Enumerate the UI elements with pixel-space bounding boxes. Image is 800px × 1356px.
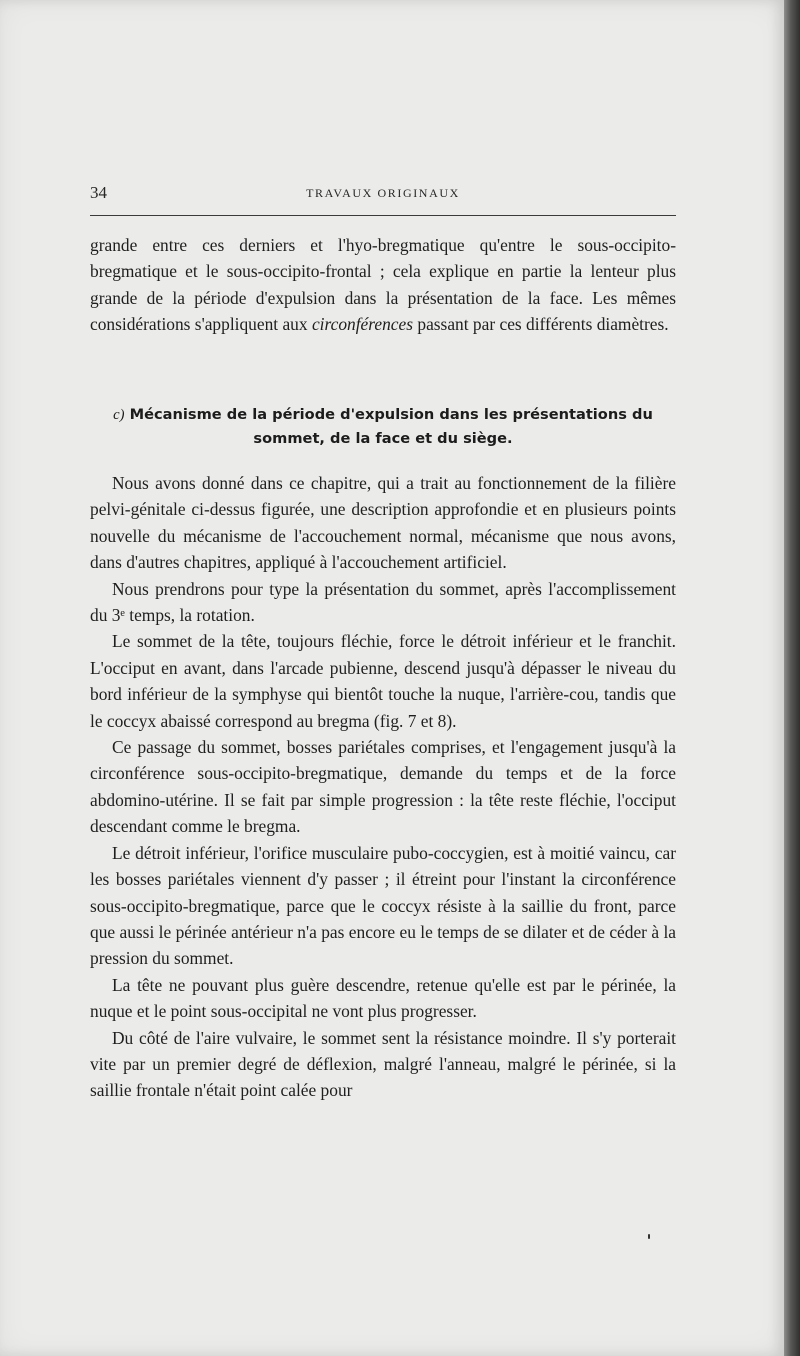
section-title: Mécanisme de la période d'expulsion dans les présentations du sommet, de la face et du siège. — [129, 406, 653, 447]
section-heading — [90, 403, 676, 450]
paragraph: Ce passage du sommet, bosses pariétales comprises, et l'engagement jusqu'à la circonférence sous-occipito-bregmatique, demande du temps et de la force abdomino-utérine. Il se fait par simple progression : la tête reste fléchie, l'occiput descendant comme le bregma. — [90, 737, 676, 837]
intro-italic-term: circonférences — [311, 314, 414, 335]
intro-paragraph — [90, 232, 676, 338]
running-title: TRAVAUX ORIGINAUX — [306, 186, 460, 200]
paragraph: La tête ne pouvant plus guère descendre, retenue qu'elle est par le périnée, la nuque et le point sous-occipital ne vont plus progresser. — [90, 974, 676, 1022]
ink-speck — [648, 1234, 650, 1239]
paragraph: Le détroit inférieur, l'orifice musculaire pubo-coccygien, est à moitié vaincu, car les bosses pariétales viennent d'y passer ; il étreint pour l'instant la circonférence sous-occipito-bregmatique, parce que le coccyx résiste à la saillie du front, parce que aussi le périnée antérieur n'a pas encore eu le temps de se dilater et de céder à la pression du sommet. — [90, 842, 676, 969]
running-head — [90, 183, 676, 207]
paragraph: Le sommet de la tête, toujours fléchie, force le détroit inférieur et le franchit. L'occiput en avant, dans l'arcade pubienne, descend jusqu'à dépasser le niveau du bord inférieur de la symphyse qui bientôt touche la nuque, l'arrière-cou, tandis que le coccyx abaissé correspond au bregma (fig. 7 et 8). — [90, 631, 676, 731]
header-rule — [90, 215, 676, 216]
intro-tail: passant par ces différents diamètres. — [417, 314, 669, 335]
intro-text: grande entre ces derniers et l'hyo-bregmatique qu'entre le sous-occipito-bregmatique et le sous-occipito-frontal ; cela explique en partie la lenteur plus grande de la période d'expulsion dans la présentation de la face. Les mêmes considérations s'appliquent aux — [90, 235, 676, 335]
page-number: 34 — [90, 183, 107, 202]
paragraph: Nous prendrons pour type la présentation du sommet, après l'accomplissement du 3ᵉ temps, la rotation. — [90, 578, 676, 626]
section-letter: c) — [113, 407, 125, 423]
paragraph: Nous avons donné dans ce chapitre, qui a trait au fonctionnement de la filière pelvi-génitale ci-dessus figurée, une description approfondie et en plusieurs points nouvelle du mécanisme de l'accouchement normal, mécanisme que nous avons, dans d'autres chapitres, appliqué à l'accouchement artificiel. — [90, 473, 676, 573]
body-text — [90, 470, 676, 1104]
page-edge-shadow — [784, 0, 800, 1356]
paragraph: Du côté de l'aire vulvaire, le sommet sent la résistance moindre. Il s'y porterait vite par un premier degré de déflexion, malgré l'anneau, malgré le périnée, si la saillie frontale n'était point calée pour — [90, 1027, 676, 1101]
